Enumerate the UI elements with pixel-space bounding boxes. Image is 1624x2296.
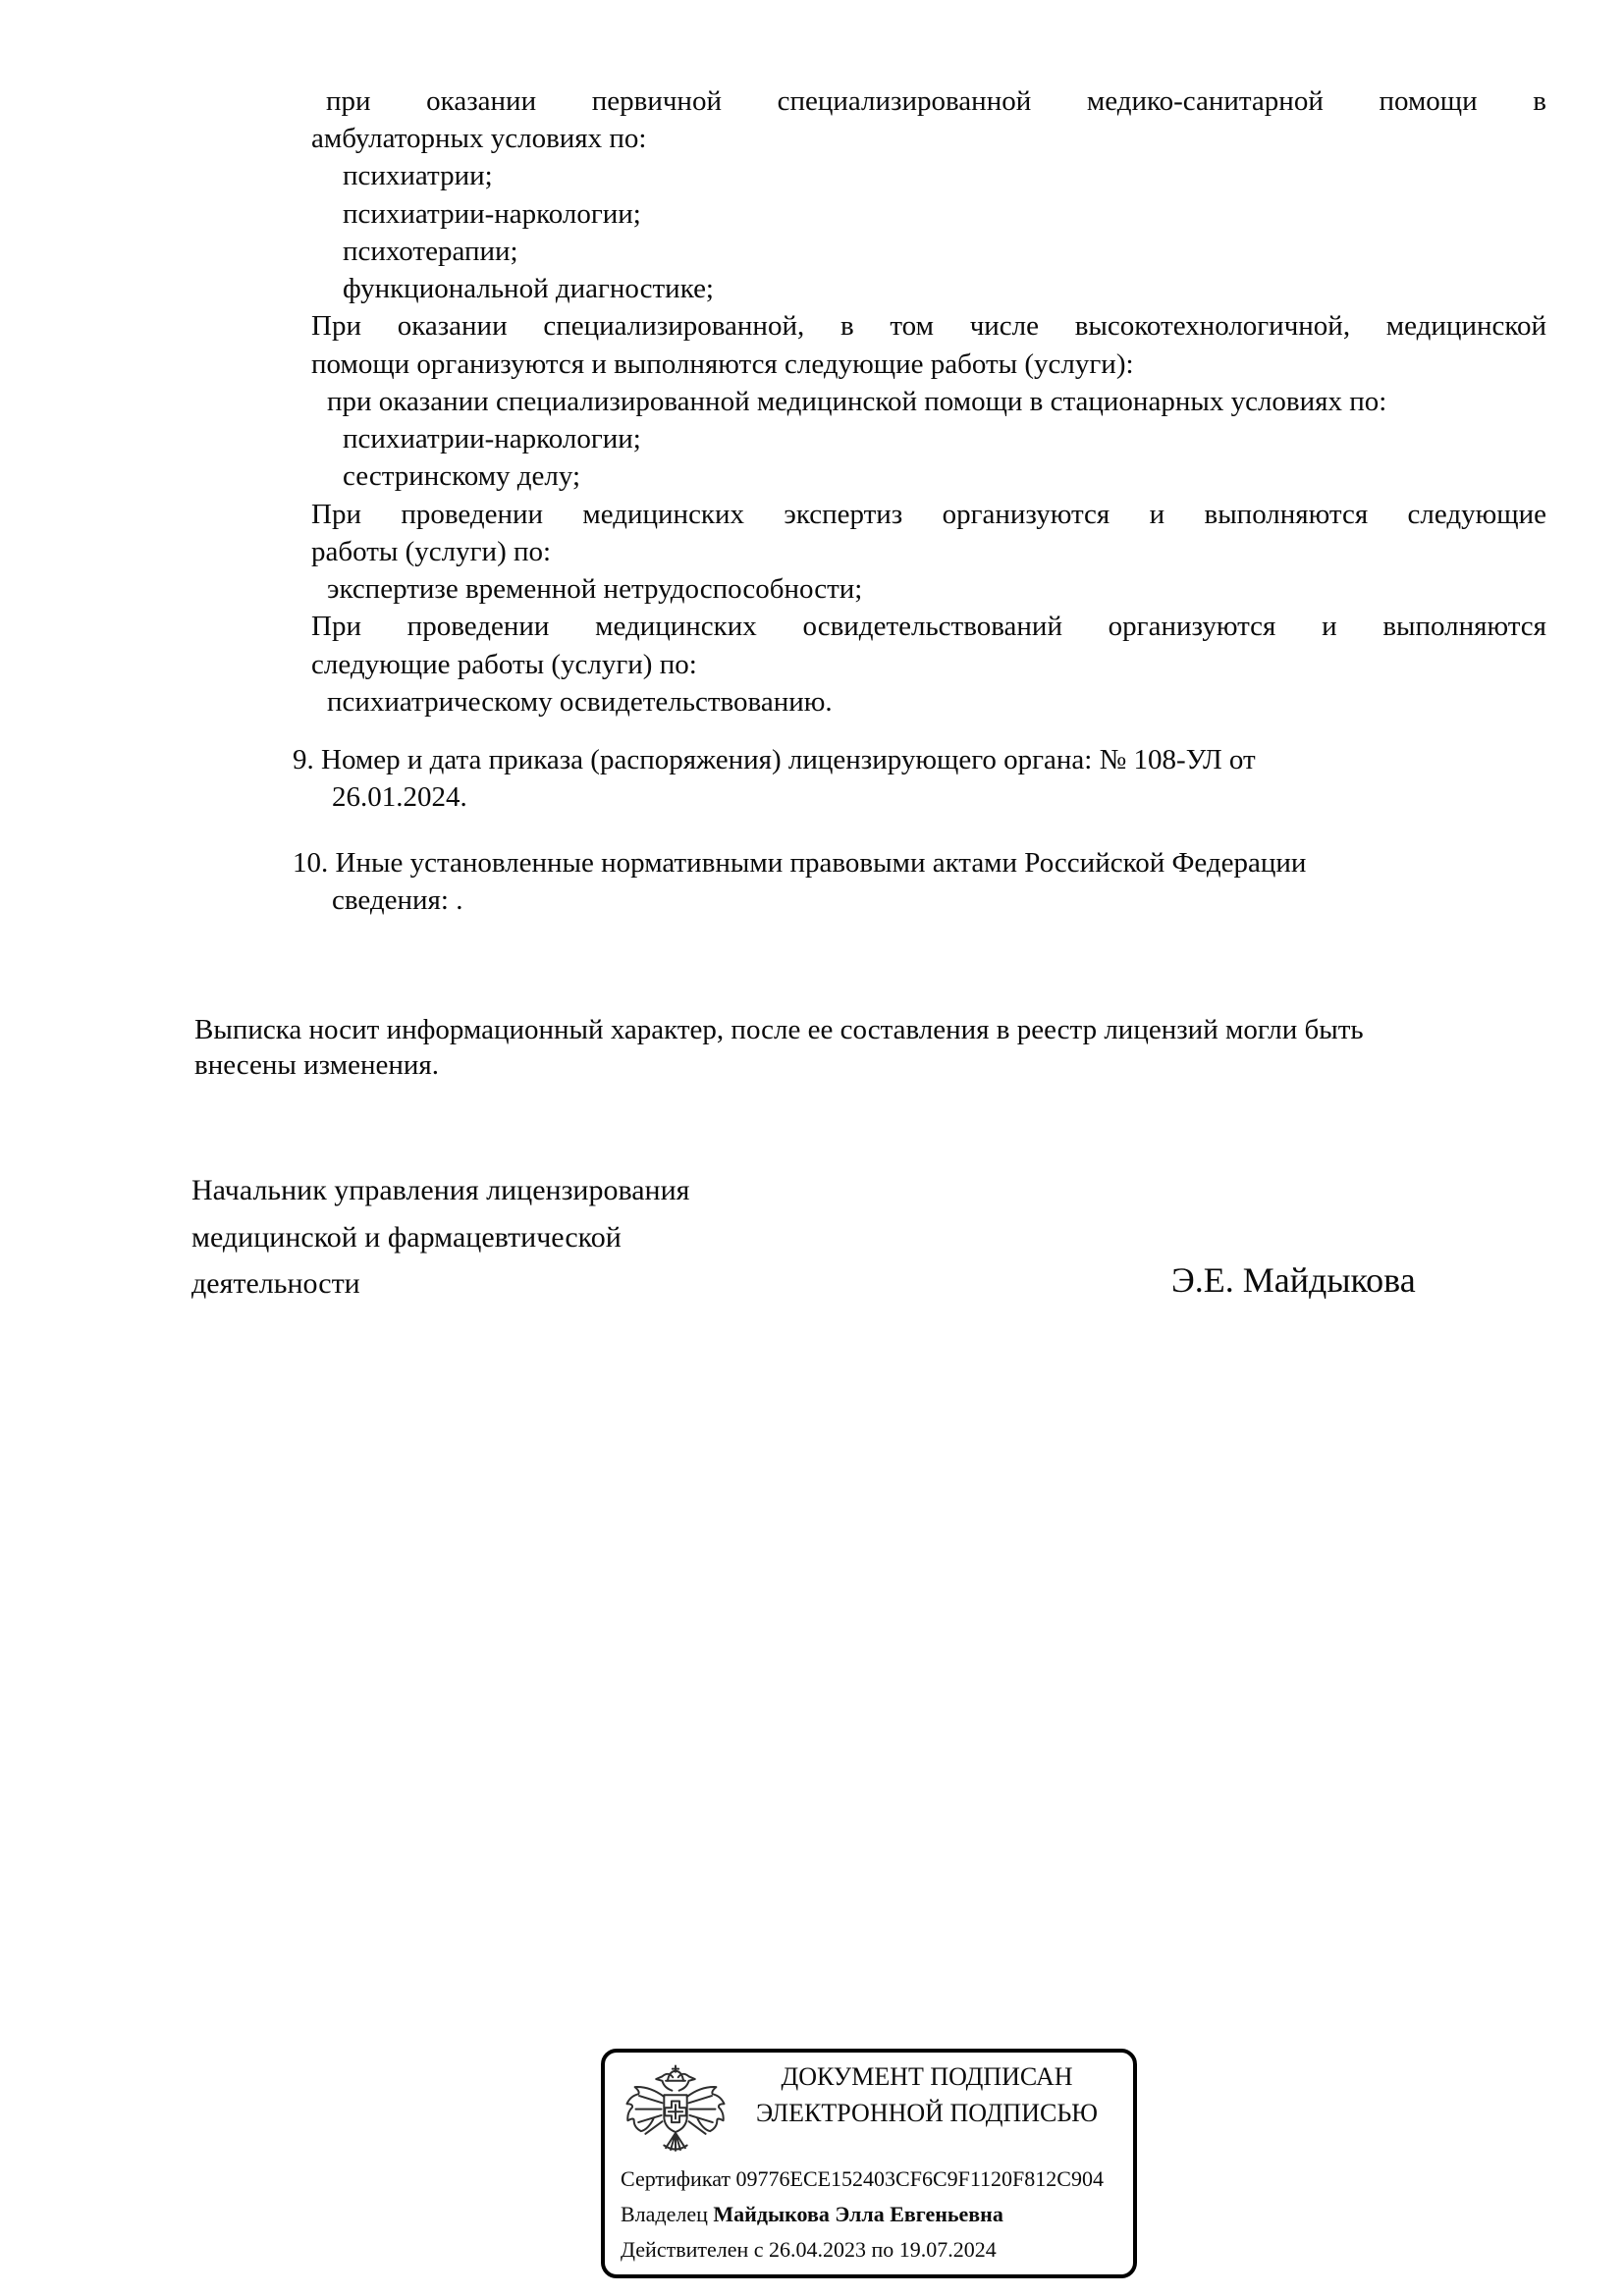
body-line-03: психиатрии;	[343, 160, 493, 191]
stamp-owner-label: Владелец	[621, 2202, 714, 2226]
signatory-title-line-1: Начальник управления лицензирования	[191, 1174, 690, 1206]
item-10-line-1: 10. Иные установленные нормативными правовыми актами Российской Федерации	[293, 847, 1307, 879]
signatory-title-line-2: медицинской и фармацевтической	[191, 1221, 622, 1254]
body-line-16: следующие работы (услуги) по:	[311, 649, 697, 680]
note-line-2: внесены изменения.	[194, 1049, 439, 1081]
item-10-line-2: сведения: .	[332, 884, 463, 916]
body-line-10: психиатрии-наркологии;	[343, 423, 641, 454]
body-line-06: функциональной диагностике;	[343, 273, 714, 304]
stamp-owner-name: Майдыкова Элла Евгеньевна	[713, 2202, 1003, 2226]
stamp-title-line-1: ДОКУМЕНТ ПОДПИСАН	[781, 2062, 1073, 2091]
body-line-11: сестринскому делу;	[343, 460, 581, 492]
body-line-05: психотерапии;	[343, 236, 518, 267]
body-line-15: При проведении медицинских освидетельствований организуются и выполняются	[311, 611, 1546, 642]
stamp-title-line-2: ЭЛЕКТРОННОЙ ПОДПИСЬЮ	[756, 2099, 1098, 2127]
signatory-title-line-3: деятельности	[191, 1267, 360, 1300]
item-9-line-1: 9. Номер и дата приказа (распоряжения) лицензирующего органа: № 108-УЛ от	[293, 744, 1256, 775]
stamp-title	[721, 2058, 1133, 2131]
stamp-certificate-line	[621, 2164, 1104, 2194]
note-line-1: Выписка носит информационный характер, после ее составления в реестр лицензий могли быть	[194, 1014, 1364, 1045]
body-line-07: При оказании специализированной, в том числе высокотехнологичной, медицинской	[311, 310, 1546, 342]
body-line-09: при оказании специализированной медицинской помощи в стационарных условиях по:	[327, 386, 1387, 417]
signatory-name: Э.Е. Майдыкова	[1171, 1260, 1416, 1300]
electronic-signature-stamp	[601, 2049, 1137, 2278]
body-line-14: экспертизе временной нетрудоспособности;	[327, 573, 863, 605]
roszdravnadzor-eagle-emblem-icon	[623, 2062, 729, 2166]
stamp-validity-line: Действителен с 26.04.2023 по 19.07.2024	[621, 2237, 997, 2262]
stamp-certificate-label: Сертификат	[621, 2166, 736, 2191]
stamp-owner-line	[621, 2200, 1003, 2229]
item-9-line-2: 26.01.2024.	[332, 781, 467, 813]
stamp-certificate-value: 09776ECE152403CF6C9F1120F812C904	[735, 2166, 1104, 2191]
body-line-13: работы (услуги) по:	[311, 536, 552, 567]
body-line-01: при оказании первичной специализированной медико-санитарной помощи в	[326, 85, 1546, 117]
body-line-12: При проведении медицинских экспертиз организуются и выполняются следующие	[311, 499, 1546, 530]
body-line-17: психиатрическому освидетельствованию.	[327, 686, 833, 718]
body-line-08: помощи организуются и выполняются следующие работы (услуги):	[311, 348, 1134, 380]
body-line-04: психиатрии-наркологии;	[343, 198, 641, 230]
body-line-02: амбулаторных условиях по:	[311, 123, 647, 154]
